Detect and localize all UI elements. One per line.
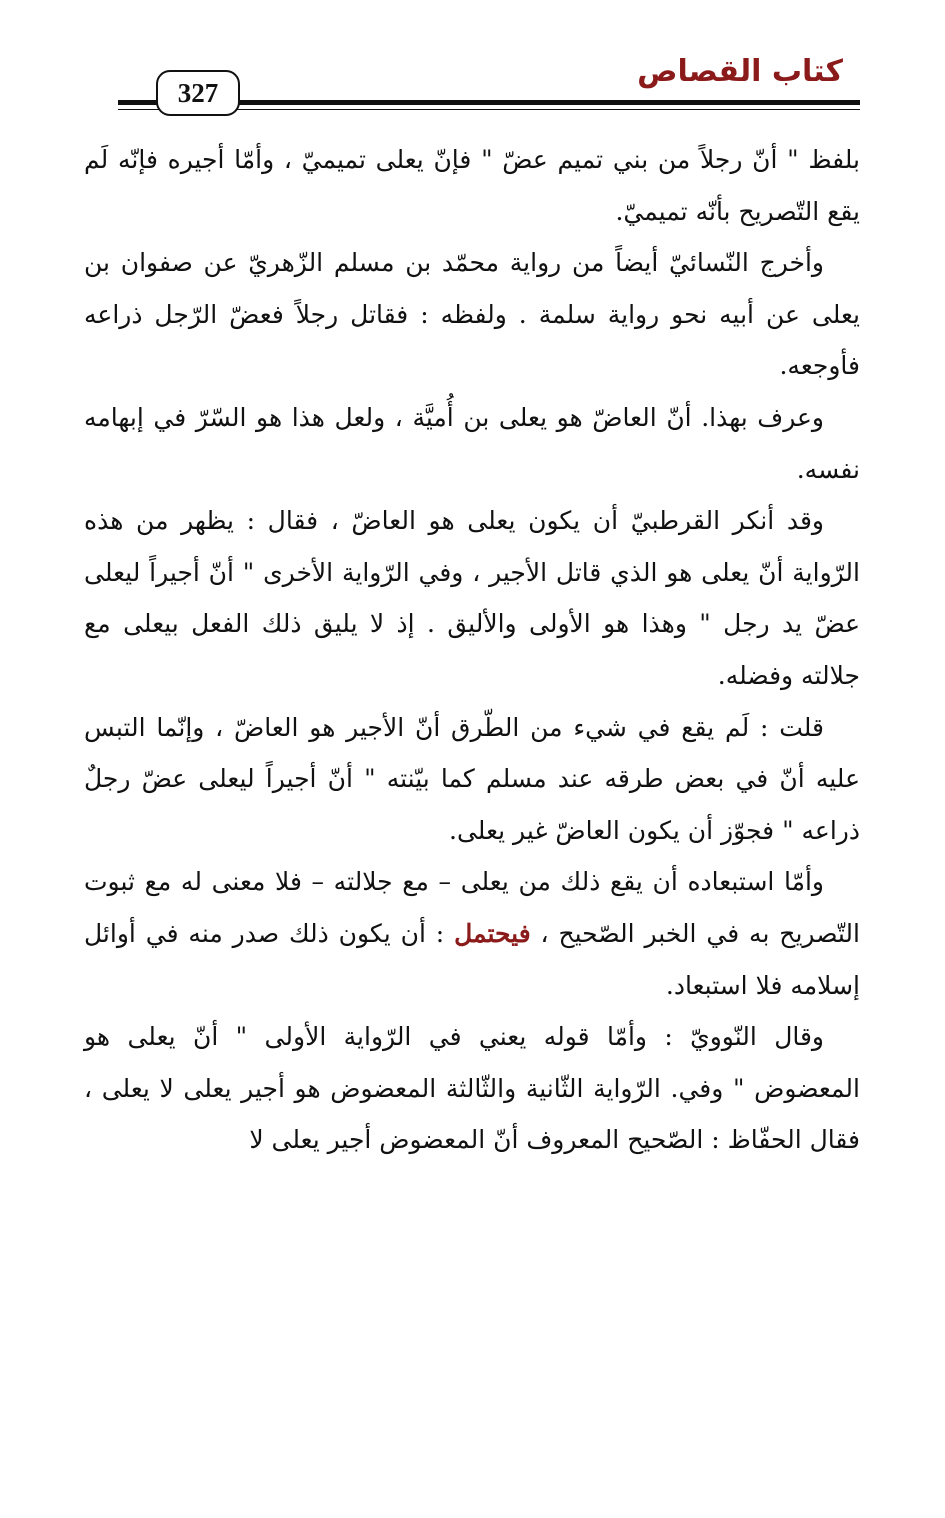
paragraph-6 — [84, 856, 860, 1011]
paragraph-6-after: : أن يكون ذلك صدر منه في أوائل إسلامه فلا استبعاد. — [84, 918, 860, 1000]
page-header — [0, 0, 945, 120]
paragraph-2: وأخرج النّسائيّ أيضاً من رواية محمّد بن مسلم الزّهريّ عن صفوان بن يعلى عن أبيه نحو رواية سلمة . ولفظه : فقاتل رجلاً فعضّ الرّجل ذراعه فأوجعه. — [84, 248, 860, 381]
page-number: 327 — [156, 70, 240, 116]
paragraph-1: بلفظ " أنّ رجلاً من بني تميم عضّ " فإنّ يعلى تميميّ ، وأمّا أجيره فإنّه لَم يقع التّصريح بأنّه تميميّ. — [84, 145, 860, 226]
page-body — [84, 134, 860, 1166]
paragraph-4: وقد أنكر القرطبيّ أن يكون يعلى هو العاضّ ، فقال : يظهر من هذه الرّواية أنّ يعلى هو الذي قاتل الأجير ، وفي الرّواية الأخرى " أنّ أجيراً ليعلى عضّ يد رجل " وهذا هو الأولى والأليق . إذ لا يليق ذلك الفعل بيعلى مع جلالته وفضله. — [84, 506, 860, 690]
paragraph-5: قلت : لَم يقع في شيء من الطّرق أنّ الأجير هو العاضّ ، وإنّما التبس عليه أنّ في بعض طرقه عند مسلم كما بيّنته " أنّ أجيراً ليعلى عضّ رجلٌ ذراعه " فجوّز أن يكون العاضّ غير يعلى. — [84, 712, 860, 845]
paragraph-6-before: وأمّا استبعاده أن يقع ذلك من يعلى – مع جلالته – فلا معنى له مع ثبوت التّصريح به في الخبر الصّحيح ، — [84, 867, 860, 948]
book-title: كتاب القصاص — [637, 54, 843, 89]
paragraph-3: وعرف بهذا. أنّ العاضّ هو يعلى بن أُميَّة ، ولعل هذا هو السّرّ في إبهامه نفسه. — [84, 402, 860, 484]
paragraph-7: وقال النّوويّ : وأمّا قوله يعني في الرّواية الأولى " أنّ يعلى هو المعضوض " وفي. الرّواية الثّانية والثّالثة المعضوض هو أجير يعلى لا يعلى ، فقال الحفّاظ : الصّحيح المعروف أنّ المعضوض أجير يعلى لا — [84, 1022, 860, 1155]
highlighted-word: فيحتمل — [454, 918, 531, 948]
